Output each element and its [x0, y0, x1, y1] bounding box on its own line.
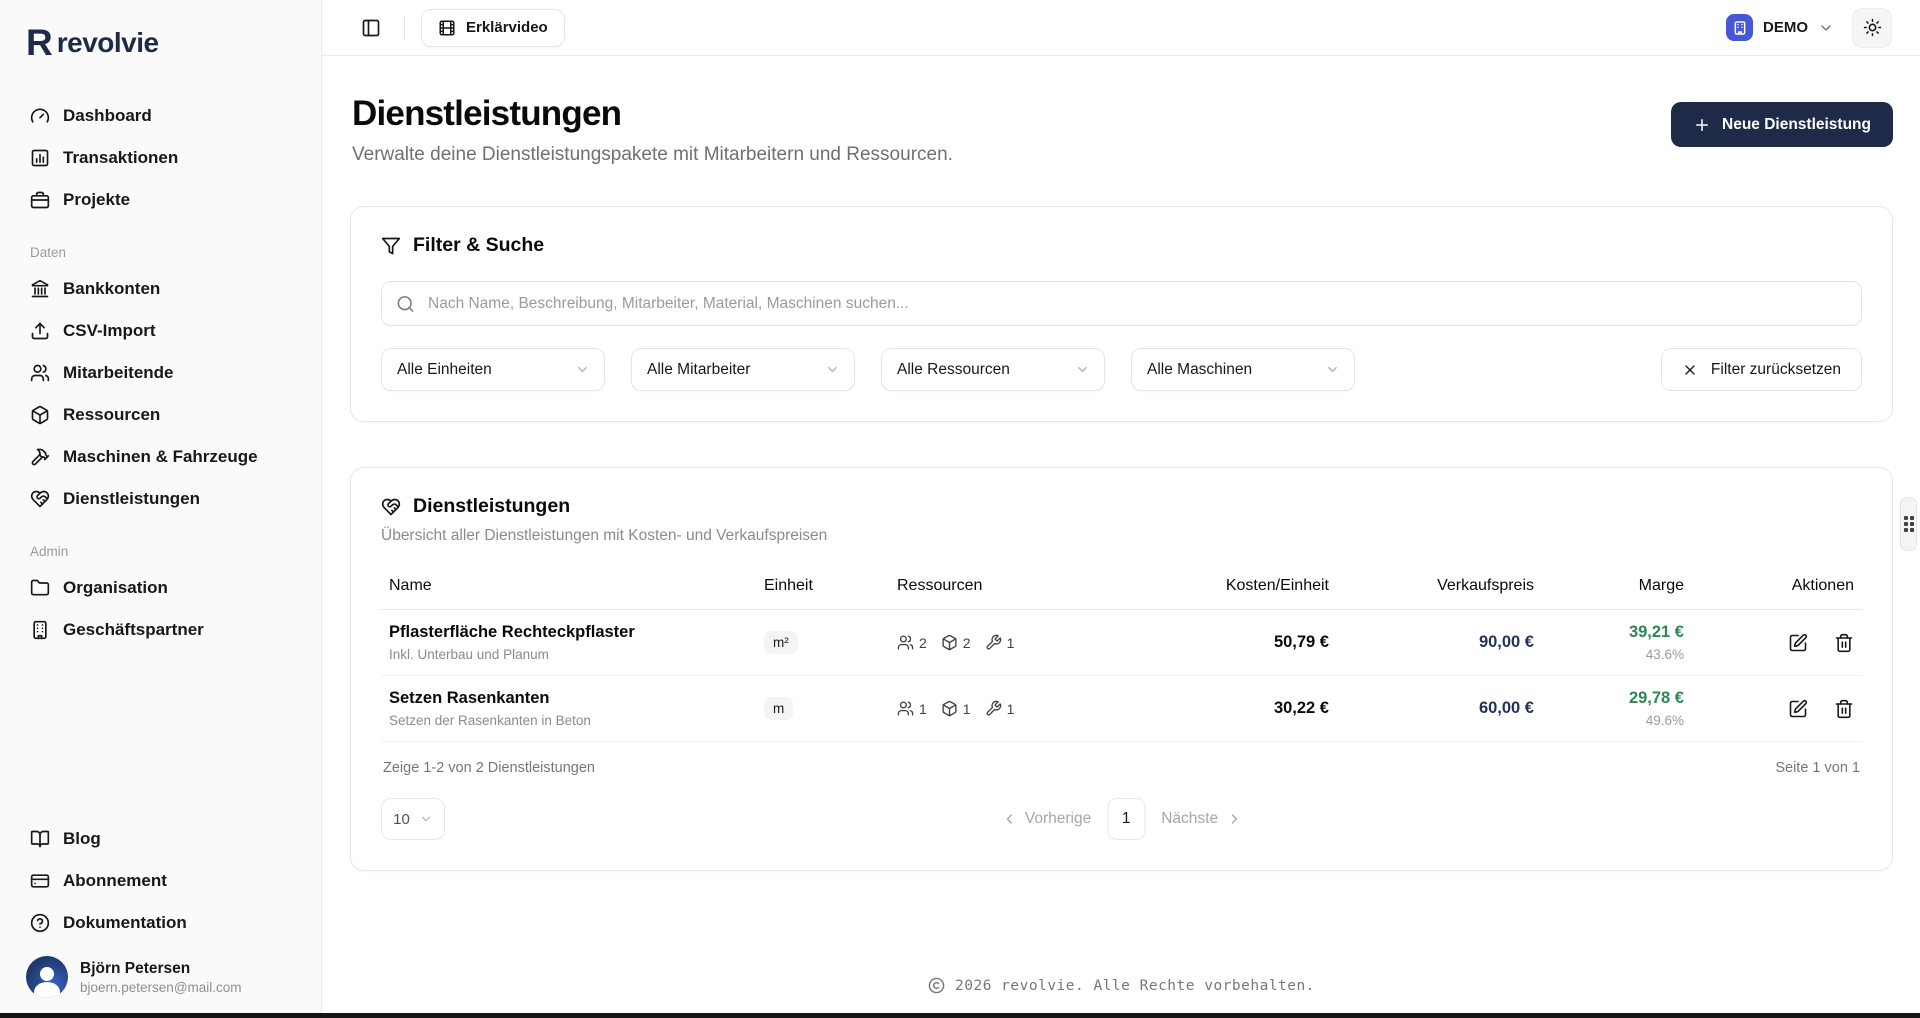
material-count: 1 [941, 700, 971, 717]
org-switcher[interactable] [1726, 14, 1834, 41]
briefcase-icon [30, 190, 50, 210]
sidebar-item-label: Mitarbeitende [63, 363, 174, 382]
chevron-right-icon [1226, 811, 1242, 827]
plus-icon [1693, 116, 1711, 134]
package-icon [941, 634, 958, 651]
new-service-label: Neue Dienstleistung [1722, 115, 1871, 133]
next-page-button[interactable] [1161, 810, 1242, 828]
avatar [26, 956, 68, 998]
machine-filter-value: Alle Maschinen [1147, 360, 1253, 378]
wrench-icon [985, 700, 1002, 717]
column-header-marge: Marge [1638, 577, 1684, 594]
page-number-button[interactable]: 1 [1107, 798, 1145, 840]
book-open-icon [30, 829, 50, 849]
users-icon [897, 700, 914, 717]
sidebar-item-label: Organisation [63, 578, 168, 597]
search-input[interactable] [381, 281, 1862, 326]
reset-filters-button[interactable] [1661, 348, 1862, 391]
sidebar [0, 0, 322, 1018]
page-info: Seite 1 von 1 [1775, 760, 1860, 776]
folder-icon [30, 578, 50, 598]
reset-filters-label: Filter zurücksetzen [1710, 360, 1841, 378]
margin-value: 39,21 € [1628, 623, 1684, 641]
chevron-left-icon [1001, 811, 1017, 827]
previous-page-label: Vorherige [1024, 810, 1092, 827]
column-header-einheit: Einheit [764, 577, 813, 594]
user-email: bjoern.petersen@mail.com [80, 979, 242, 995]
sidebar-item-label: Maschinen & Fahrzeuge [63, 447, 258, 466]
building-icon [30, 620, 50, 640]
explainer-video-button[interactable] [421, 9, 565, 47]
sun-icon [1863, 18, 1882, 37]
sidebar-item-dienstleistungen[interactable] [20, 480, 301, 518]
sidebar-item-label: Ressourcen [63, 405, 161, 424]
unit-badge: m [764, 697, 793, 720]
material-count: 2 [941, 634, 971, 651]
column-header-aktionen: Aktionen [1791, 577, 1854, 594]
machine-filter-select[interactable] [1131, 348, 1355, 391]
page-subtitle: Verwalte deine Dienstleistungspakete mit Mitarbeitern und Ressourcen. [352, 144, 953, 165]
page-size-select[interactable] [381, 798, 445, 840]
results-summary: Zeige 1-2 von 2 Dienstleistungen [383, 760, 595, 776]
sidebar-item-label: Transaktionen [63, 148, 179, 167]
sidebar-item-label: Blog [63, 829, 101, 848]
sidebar-item-organisation[interactable] [20, 569, 301, 607]
users-icon [30, 363, 50, 383]
edit-button[interactable] [1788, 699, 1808, 719]
sale-price: 60,00 € [1478, 699, 1534, 717]
unit-badge: m² [764, 631, 798, 654]
margin-percent: 49.6% [1645, 713, 1684, 728]
sidebar-item-label: Dienstleistungen [63, 489, 200, 508]
window-edge-bar [0, 1013, 1920, 1018]
services-card [350, 467, 1893, 871]
service-description: Inkl. Unterbau und Planum [389, 647, 549, 662]
sidebar-item-bankkonten[interactable] [20, 270, 301, 308]
delete-button[interactable] [1834, 699, 1854, 719]
service-name: Pflasterfläche Rechteckpflaster [389, 623, 635, 641]
previous-page-button[interactable] [1001, 810, 1091, 828]
credit-card-icon [30, 871, 50, 891]
table-row [381, 610, 1862, 676]
brand-name: revolvie [56, 26, 159, 58]
grip-dots-icon [1904, 516, 1914, 532]
chevron-down-icon [419, 812, 433, 826]
bar-chart-icon [30, 148, 50, 168]
resource-filter-value: Alle Ressourcen [897, 360, 1010, 378]
chevron-down-icon [575, 362, 590, 377]
users-icon [897, 634, 914, 651]
theme-toggle-button[interactable] [1852, 8, 1892, 48]
sidebar-item-transaktionen[interactable] [20, 139, 301, 177]
sidebar-section-daten: Daten [30, 245, 67, 260]
user-name: Björn Petersen [80, 959, 191, 977]
employee-count: 1 [897, 700, 927, 717]
chevron-down-icon [1075, 362, 1090, 377]
machine-count: 1 [985, 700, 1015, 717]
next-page-label: Nächste [1161, 810, 1219, 827]
margin-value: 29,78 € [1628, 689, 1684, 707]
close-icon [1682, 362, 1698, 378]
employee-filter-value: Alle Mitarbeiter [647, 360, 751, 378]
brand-logo[interactable] [20, 24, 301, 61]
cost-per-unit: 30,22 € [1273, 699, 1329, 717]
chevron-down-icon [1325, 362, 1340, 377]
sidebar-item-maschinen[interactable] [20, 438, 301, 476]
heart-handshake-icon [30, 489, 50, 509]
upload-icon [30, 321, 50, 341]
page-size-value: 10 [393, 810, 410, 828]
cost-per-unit: 50,79 € [1273, 633, 1329, 651]
chevron-down-icon [1818, 20, 1834, 36]
sidebar-item-label: Abonnement [63, 871, 167, 890]
column-header-kosten: Kosten/Einheit [1225, 577, 1329, 594]
unit-filter-select[interactable] [381, 348, 605, 391]
filter-card-title: Filter & Suche [413, 234, 545, 256]
org-name: DEMO [1763, 19, 1808, 36]
sidebar-item-geschaeftspartner[interactable] [20, 611, 301, 649]
feedback-drag-handle[interactable] [1900, 497, 1917, 551]
sidebar-item-label: Dashboard [63, 106, 152, 125]
column-header-ressourcen: Ressourcen [897, 577, 983, 594]
filter-icon [381, 236, 401, 256]
sidebar-item-csv-import[interactable] [20, 312, 301, 350]
table-header-row [381, 567, 1862, 610]
chevron-down-icon [825, 362, 840, 377]
copyright-icon [928, 977, 945, 994]
search-icon [396, 294, 415, 313]
building-icon [1732, 20, 1748, 36]
package-icon [941, 700, 958, 717]
page-footer [350, 957, 1893, 1018]
column-header-verkaufspreis: Verkaufspreis [1437, 577, 1534, 594]
wrench-icon [985, 634, 1002, 651]
film-icon [438, 19, 456, 37]
brand-logo-icon: R [26, 22, 51, 63]
sidebar-toggle-button[interactable] [354, 11, 388, 45]
gauge-icon [30, 106, 50, 126]
page-title: Dienstleistungen [352, 94, 622, 133]
topbar-divider [404, 17, 405, 39]
new-service-button[interactable] [1671, 102, 1893, 147]
sidebar-item-projekte[interactable] [20, 181, 301, 219]
org-badge [1726, 14, 1753, 41]
sidebar-item-dokumentation[interactable] [20, 904, 301, 942]
services-card-title: Dienstleistungen [413, 495, 571, 517]
machine-count: 1 [985, 634, 1015, 651]
sidebar-item-blog[interactable] [20, 820, 301, 858]
services-table [381, 567, 1862, 742]
help-circle-icon [30, 913, 50, 933]
panel-left-icon [361, 18, 381, 38]
service-name: Setzen Rasenkanten [389, 689, 550, 707]
filter-card [350, 206, 1893, 422]
services-card-subtitle: Übersicht aller Dienstleistungen mit Kosten- und Verkaufspreisen [381, 527, 828, 544]
sidebar-item-label: Dokumentation [63, 913, 187, 932]
user-menu[interactable] [20, 946, 301, 998]
employee-filter-select[interactable] [631, 348, 855, 391]
sidebar-item-label: CSV-Import [63, 321, 156, 340]
sidebar-section-admin: Admin [30, 544, 69, 559]
sidebar-item-ressourcen[interactable] [20, 396, 301, 434]
bank-icon [30, 279, 50, 299]
hammer-wrench-icon [30, 447, 50, 467]
sidebar-item-label: Geschäftspartner [63, 620, 204, 639]
margin-percent: 43.6% [1645, 647, 1684, 662]
column-header-name: Name [389, 577, 432, 594]
heart-handshake-icon [381, 497, 401, 517]
table-row [381, 676, 1862, 742]
sidebar-item-mitarbeitende[interactable] [20, 354, 301, 392]
sidebar-item-abonnement[interactable] [20, 862, 301, 900]
copyright-text: 2026 revolvie. Alle Rechte vorbehalten. [955, 977, 1315, 994]
service-description: Setzen der Rasenkanten in Beton [389, 713, 591, 728]
topbar [322, 0, 1920, 56]
sidebar-item-label: Projekte [63, 190, 131, 209]
sale-price: 90,00 € [1478, 633, 1534, 651]
sidebar-item-dashboard[interactable] [20, 97, 301, 135]
explainer-video-label: Erklärvideo [466, 19, 548, 36]
unit-filter-value: Alle Einheiten [397, 360, 492, 378]
sidebar-item-label: Bankkonten [63, 279, 161, 298]
resource-filter-select[interactable] [881, 348, 1105, 391]
package-icon [30, 405, 50, 425]
edit-button[interactable] [1788, 633, 1808, 653]
employee-count: 2 [897, 634, 927, 651]
delete-button[interactable] [1834, 633, 1854, 653]
